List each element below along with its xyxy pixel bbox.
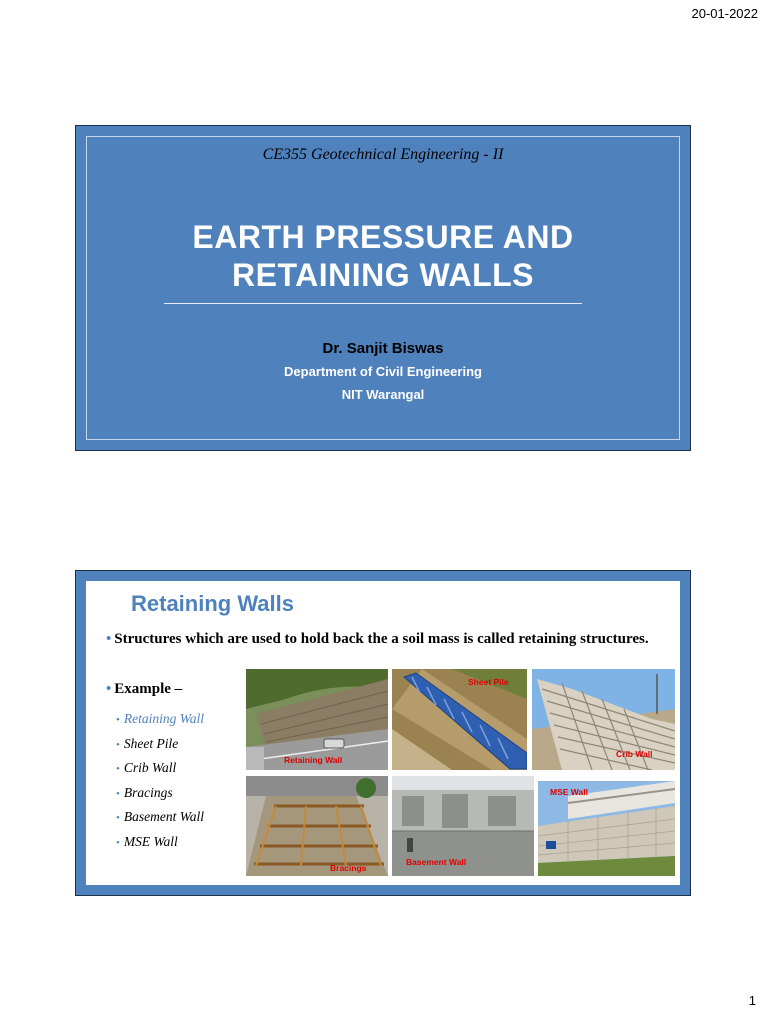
list-item-label: Bracings <box>123 784 173 800</box>
title-line-2: RETAINING WALLS <box>232 257 534 293</box>
definition-text: Structures which are used to hold back the a soil mass is called retaining structures. <box>114 631 649 647</box>
bullet-icon: • <box>106 631 112 647</box>
example-label: Example – <box>114 681 183 697</box>
caption-crib-wall: Crib Wall <box>616 749 653 759</box>
page-number: 1 <box>748 993 756 1008</box>
caption-bracings: Bracings <box>330 863 367 873</box>
bracings-photo <box>246 776 388 876</box>
list-item-label: Sheet Pile <box>123 735 179 751</box>
example-heading <box>106 681 182 698</box>
example-list <box>116 707 204 855</box>
bullet-icon: • <box>116 738 120 751</box>
title-slide <box>75 125 691 451</box>
list-item-label: MSE Wall <box>123 833 178 849</box>
institute-name: NIT Warangal <box>341 387 425 402</box>
content-slide-body <box>86 581 680 885</box>
course-name: CE355 Geotechnical Engineering - II <box>262 146 504 163</box>
list-item-label: Crib Wall <box>123 760 177 776</box>
caption-mse-wall: MSE Wall <box>550 787 588 797</box>
section-title: Retaining Walls <box>131 591 294 616</box>
page-date: 20-01-2022 <box>691 6 758 21</box>
caption-basement-wall: Basement Wall <box>406 857 467 867</box>
bullet-icon: • <box>116 763 120 776</box>
caption-retaining-wall: Retaining Wall <box>284 755 343 765</box>
list-item <box>116 781 204 806</box>
bullet-icon: • <box>116 787 120 800</box>
definition-bullet <box>106 629 676 649</box>
author-name: Dr. Sanjit Biswas <box>322 340 444 357</box>
list-item <box>116 732 204 757</box>
title-line-1: EARTH PRESSURE AND <box>192 219 574 255</box>
list-item <box>116 805 204 830</box>
list-item <box>116 707 204 732</box>
list-item <box>116 830 204 855</box>
title-divider <box>164 303 582 304</box>
caption-sheet-pile: Sheet Pile <box>468 677 509 687</box>
bullet-icon: • <box>116 714 120 726</box>
department-name: Department of Civil Engineering <box>284 364 482 379</box>
crib-wall-photo <box>532 669 675 770</box>
bullet-icon: • <box>116 812 120 825</box>
bullet-icon: • <box>116 836 120 849</box>
list-item-label: Basement Wall <box>123 809 204 825</box>
bullet-icon: • <box>106 681 112 697</box>
slide-title <box>76 218 690 294</box>
list-item-label: Retaining Wall <box>123 711 204 726</box>
list-item <box>116 756 204 781</box>
content-slide <box>75 570 691 896</box>
